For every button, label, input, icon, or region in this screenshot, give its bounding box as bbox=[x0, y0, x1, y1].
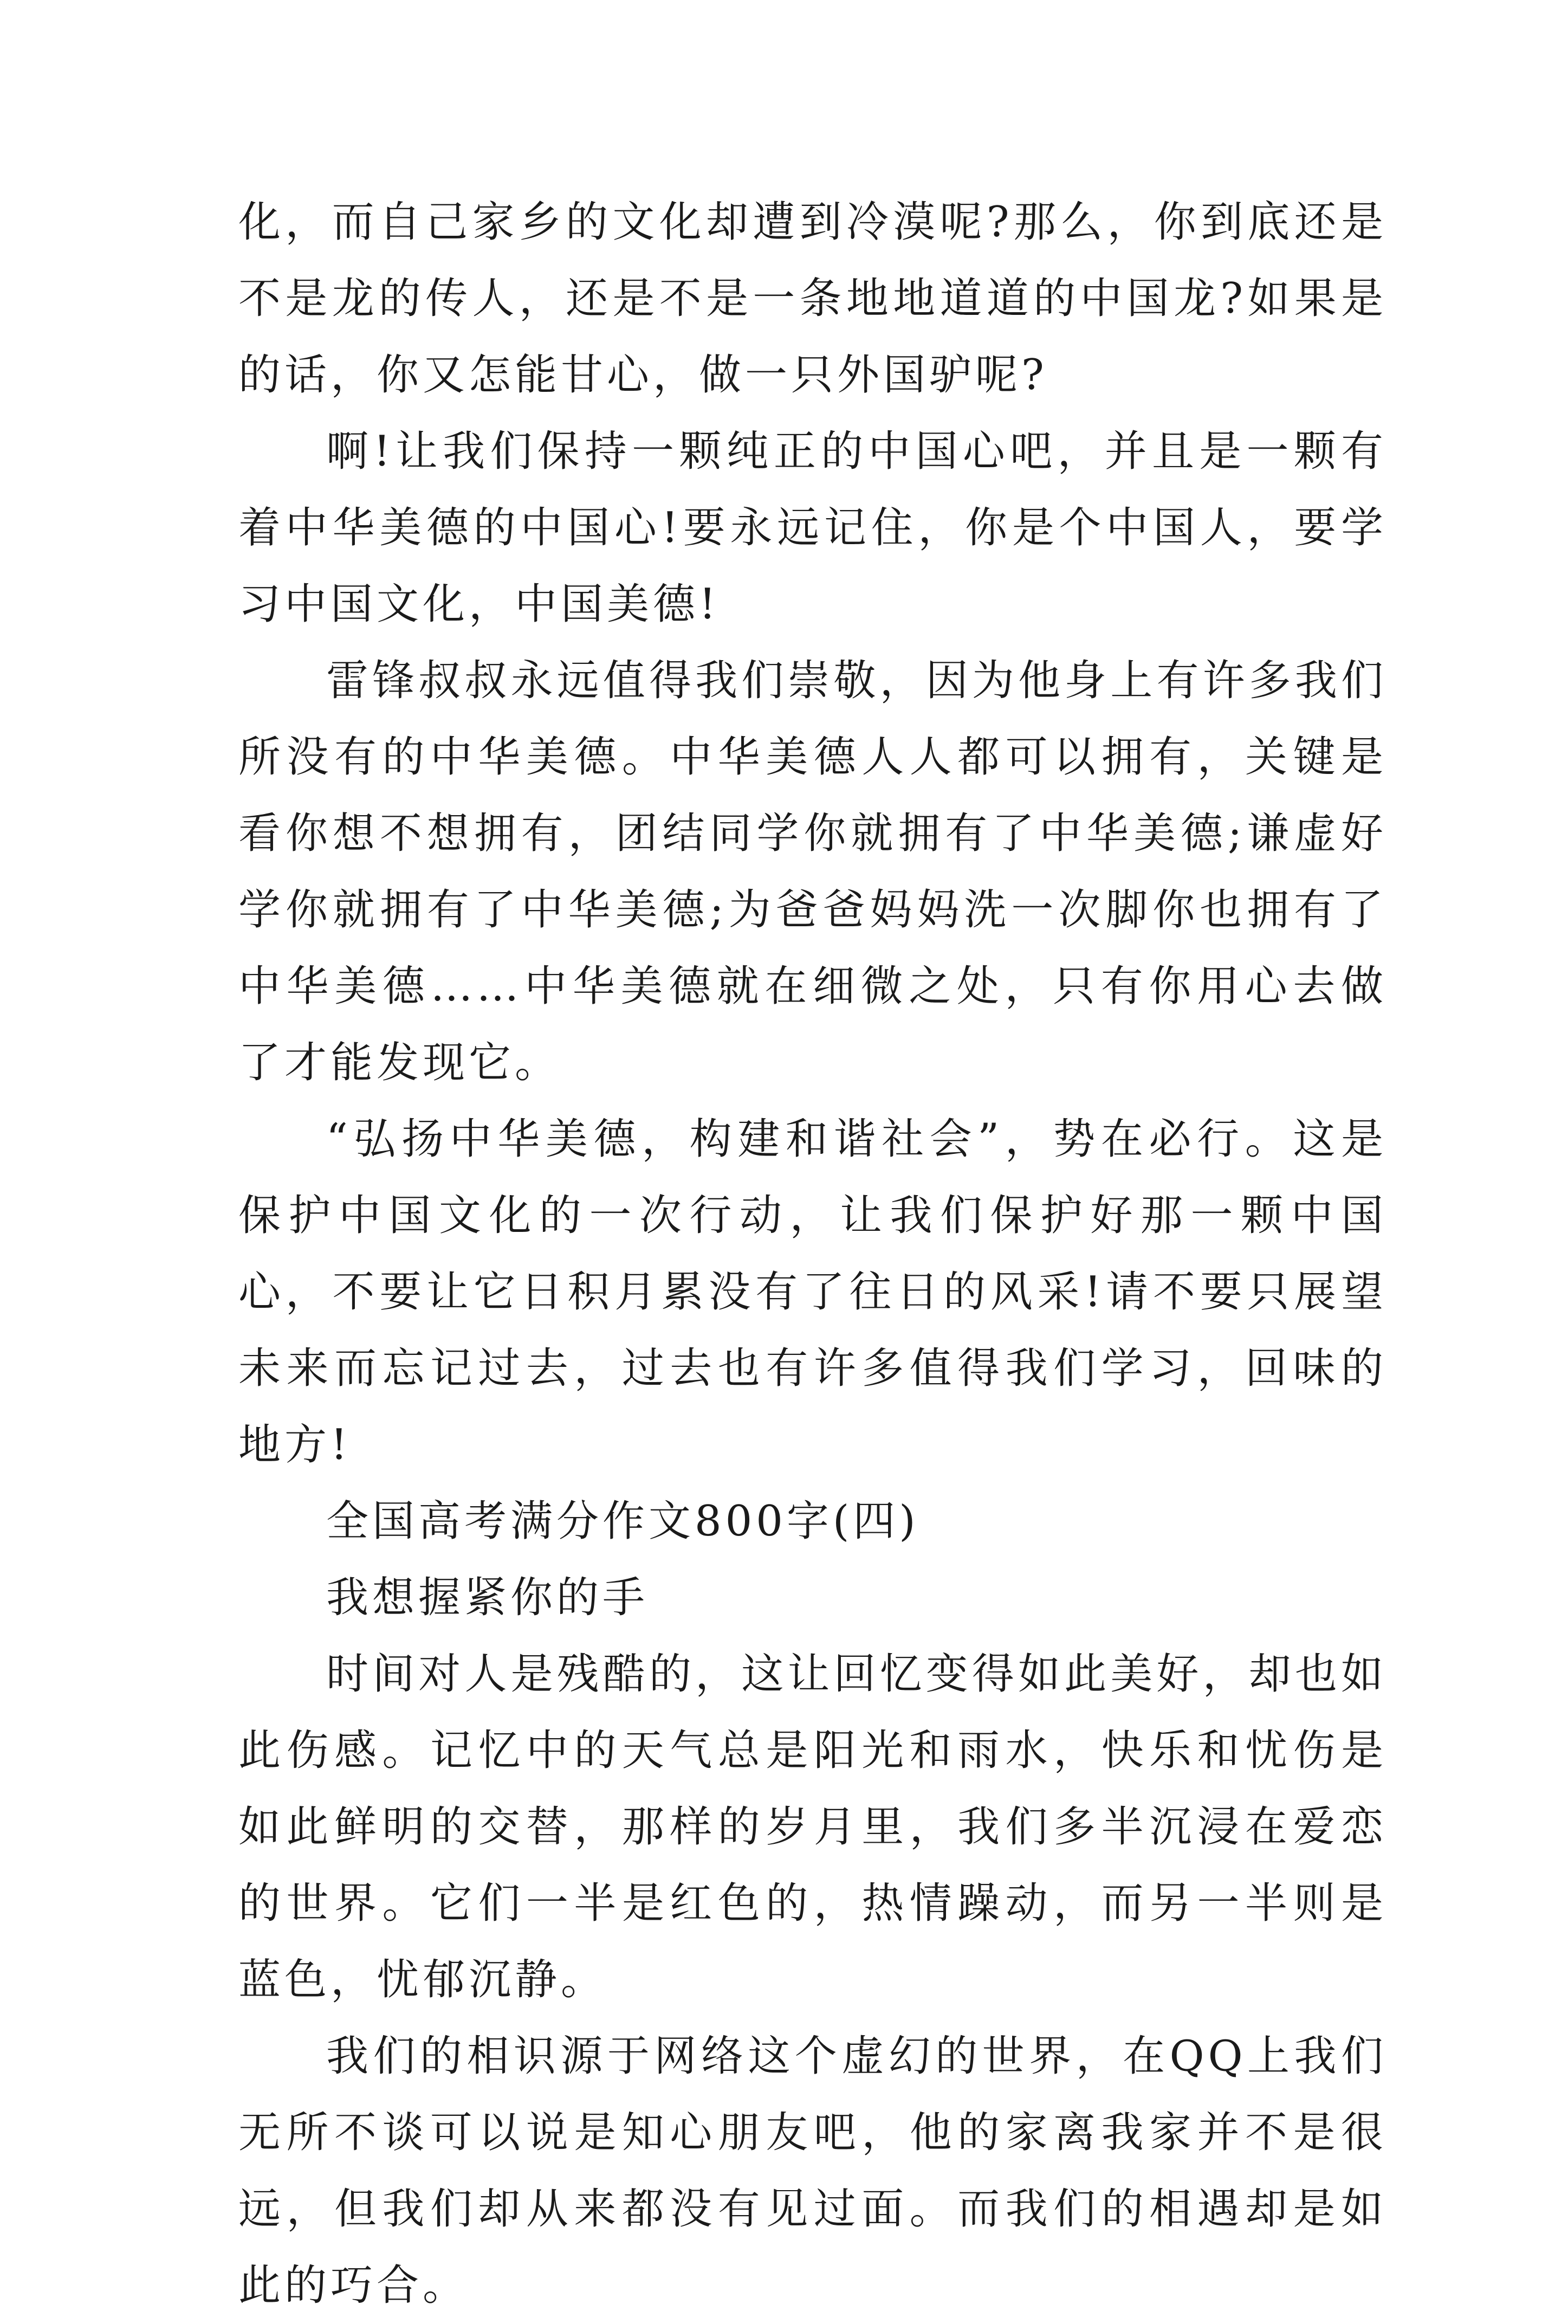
paragraph-3: 雷锋叔叔永远值得我们崇敬，因为他身上有许多我们所没有的中华美德。中华美德人人都可以拥有，关键是看你想不想拥有，团结同学你就拥有了中华美德;谦虚好学你就拥有了中华美德;为爸爸妈妈洗一次脚你也拥有了中华美德……中华美德就在细微之处，只有你用心去做了才能发现它。 bbox=[238, 656, 1387, 1087]
paragraph-1: 化，而自己家乡的文化却遭到冷漠呢?那么，你到底还是不是龙的传人，还是不是一条地地道道的中国龙?如果是的话，你又怎能甘心，做一只外国驴呢? bbox=[238, 198, 1387, 399]
document-body bbox=[238, 184, 1387, 2324]
paragraph-6: 我们的相识源于网络这个虚幻的世界，在QQ上我们无所不谈可以说是知心朋友吧，他的家离我家并不是很远，但我们却从来都没有见过面。而我们的相遇却是如此的巧合。 bbox=[238, 2032, 1387, 2310]
paragraph-5: 时间对人是残酷的，这让回忆变得如此美好，却也如此伤感。记忆中的天气总是阳光和雨水，快乐和忧伤是如此鲜明的交替，那样的岁月里，我们多半沉浸在爱恋的世界。它们一半是红色的，热情躁动，而另一半则是蓝色，忧郁沉静。 bbox=[238, 1650, 1387, 2004]
paragraph-4: “弘扬中华美德，构建和谐社会”，势在必行。这是保护中国文化的一次行动，让我们保护好那一颗中国心，不要让它日积月累没有了往日的风采!请不要只展望未来而忘记过去，过去也有许多值得我们学习，回味的地方! bbox=[238, 1115, 1387, 1469]
essay-title: 我想握紧你的手 bbox=[326, 1573, 649, 1622]
paragraph-2: 啊!让我们保持一颗纯正的中国心吧，并且是一颗有着中华美德的中国心!要永远记住，你是个中国人，要学习中国文化，中国美德! bbox=[238, 427, 1387, 629]
section-title: 全国高考满分作文800字(四) bbox=[326, 1497, 919, 1546]
